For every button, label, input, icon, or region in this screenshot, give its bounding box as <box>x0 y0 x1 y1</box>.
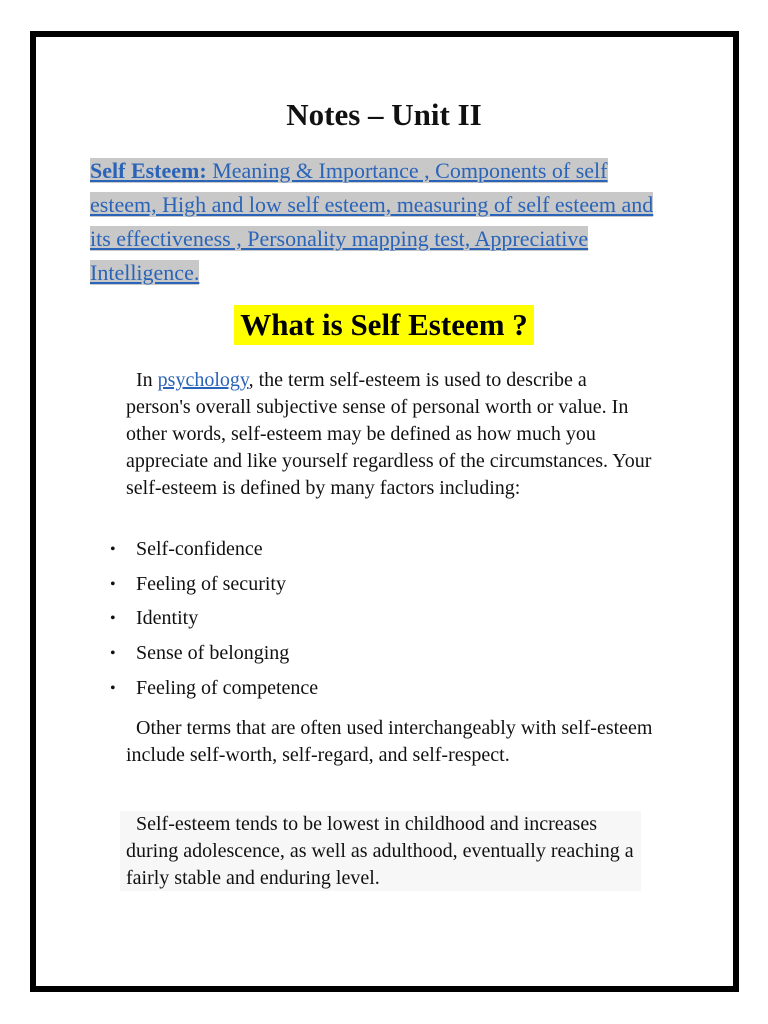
list-item <box>108 640 648 675</box>
bullet-icon: • <box>110 575 116 593</box>
bullet-icon: • <box>110 645 116 663</box>
intro-before-link: In <box>136 369 158 391</box>
topics-link[interactable] <box>90 158 653 285</box>
development-paragraph <box>120 811 641 891</box>
development-text: Self-esteem tends to be lowest in childhood and increases during adolescence, as well as adulthood, eventually reaching a fairly stable and enduring level. <box>126 813 634 889</box>
section-heading-wrap <box>0 305 768 345</box>
section-heading: What is Self Esteem ? <box>234 305 534 345</box>
list-item <box>108 571 648 606</box>
list-item-text: Self-confidence <box>136 538 263 560</box>
topics-text: Meaning & Importance , Components of self esteem, High and low self esteem, measuring of self esteem and its effectiveness , Personality mapping test, Appreciative Intelligence. <box>90 158 654 285</box>
bullet-icon: • <box>110 610 116 628</box>
intro-after-link: , the term self-esteem is used to describe a person's overall subjective sense of personal worth or value. In other words, self-esteem may be defined as how much you appreciate and like yourself regardless of the circumstances. Your self-esteem is defined by many factors including: <box>126 369 652 499</box>
page-title: Notes – Unit II <box>286 97 482 132</box>
bullet-icon: • <box>110 541 116 558</box>
list-item <box>108 536 648 571</box>
list-item-text: Sense of belonging <box>136 642 290 665</box>
list-item-text: Feeling of competence <box>136 676 319 699</box>
topics-list <box>90 154 670 290</box>
list-item-text: Feeling of security <box>136 572 286 595</box>
intro-paragraph <box>126 367 656 502</box>
list-item-text: Identity <box>136 607 199 630</box>
psychology-link[interactable]: psychology <box>157 369 249 391</box>
list-item <box>108 675 648 710</box>
other-terms-text: Other terms that are often used interchangeably with self-esteem include self-worth, self-regard, and self-respect. <box>126 717 653 766</box>
factors-list <box>108 536 648 709</box>
bullet-icon: • <box>110 679 116 697</box>
other-terms-paragraph <box>126 715 656 769</box>
topics-lead: Self Esteem: <box>90 158 207 183</box>
list-item <box>108 605 648 640</box>
